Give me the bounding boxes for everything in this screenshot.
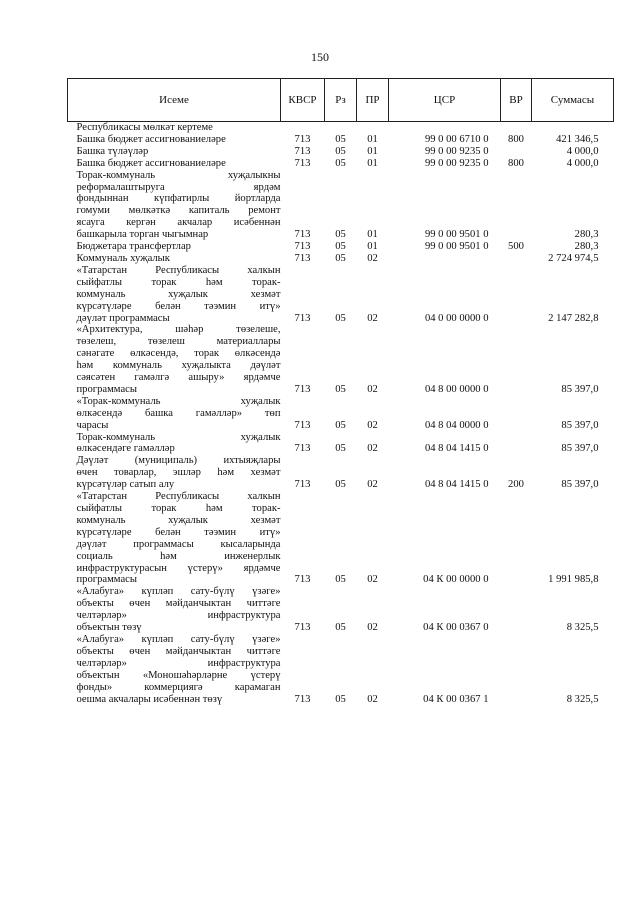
row-pr: 02	[367, 622, 378, 634]
row-csr	[389, 253, 501, 265]
table-row	[68, 253, 614, 265]
row-rz: 05	[335, 229, 346, 241]
row-name-line: Коммуналь хуҗалык	[76, 252, 170, 264]
row-vr: 800	[508, 133, 524, 145]
row-name-line: Торак-коммуналь хуҗалыкны	[76, 169, 281, 181]
row-name-line: реформалаштыруга ярдәм	[76, 181, 281, 193]
row-name-line: «Торак-коммуналь хуҗалык	[76, 395, 281, 407]
row-csr: 04 8 04 0000 0	[424, 419, 489, 431]
row-csr: 99 0 00 9501 0	[424, 229, 489, 241]
row-name	[68, 158, 281, 170]
row-name	[68, 324, 281, 395]
page-number: 150	[311, 50, 329, 64]
row-name-line: күрсәтүләре белән тәэмин итү»	[76, 526, 281, 538]
row-sum: 280,3	[574, 229, 599, 241]
row-name-line: объекты өчен мәйданчыктан читтәге	[76, 645, 281, 657]
row-name-line: Башка бюджет ассигнованиеләре	[76, 157, 226, 169]
row-name-line: челтәрләр» инфраструктура	[76, 657, 281, 669]
table-row	[68, 170, 614, 241]
row-sum	[532, 122, 614, 134]
row-sum: 85 397,0	[561, 419, 599, 431]
row-name	[68, 122, 281, 134]
table-row	[68, 122, 614, 134]
row-name-line: Республикасы мөлкәт кертеме	[76, 122, 213, 133]
row-pr: 02	[367, 443, 378, 455]
row-csr: 04 К 00 0367 0	[423, 622, 489, 634]
row-pr: 02	[367, 252, 378, 264]
header-name: Исеме	[68, 79, 281, 122]
row-name-line: төзелеш, төзелеш материаллары	[76, 336, 281, 348]
row-name	[68, 170, 281, 241]
row-name-line: Башка бюджет ассигнованиеләре	[76, 133, 226, 145]
row-vr	[501, 324, 532, 395]
row-kvsr: 713	[294, 383, 311, 395]
row-name-line: күрсәтүләре белән тәэмин итү»	[76, 300, 281, 312]
row-vr	[501, 491, 532, 586]
table-body	[68, 122, 614, 706]
row-name-line: программасы	[76, 383, 137, 395]
row-kvsr: 713	[294, 229, 311, 241]
row-rz: 05	[335, 133, 346, 145]
row-kvsr: 713	[294, 622, 311, 634]
header-rz: Рз	[325, 79, 357, 122]
row-name	[68, 146, 281, 158]
row-pr: 01	[367, 145, 378, 157]
row-rz: 05	[335, 622, 346, 634]
table-row	[68, 241, 614, 253]
row-csr: 04 8 00 0000 0	[424, 383, 489, 395]
row-name-line: өлкәсендә башка гамәлләр» төп	[76, 407, 281, 419]
table-row	[68, 432, 614, 456]
row-sum: 4 000,0	[566, 145, 599, 157]
row-name-line: Торак-коммуналь хуҗалык	[76, 431, 281, 443]
row-rz: 05	[335, 443, 346, 455]
row-pr: 01	[367, 157, 378, 169]
row-kvsr: 713	[294, 693, 311, 705]
row-name-line: һәм коммуналь хуҗалыкта дәүләт	[76, 360, 281, 372]
row-sum: 85 397,0	[561, 479, 599, 491]
row-name-line: коммуналь хуҗалык хезмәт	[76, 288, 281, 300]
row-name-line: объектын «Моношәһәрләрне үстерү	[76, 669, 281, 681]
row-csr: 99 0 00 6710 0	[424, 133, 489, 145]
row-pr: 01	[367, 229, 378, 241]
row-name	[68, 586, 281, 634]
row-kvsr: 713	[294, 252, 311, 264]
row-sum: 85 397,0	[561, 443, 599, 455]
row-kvsr: 713	[294, 157, 311, 169]
row-csr: 04 К 00 0000 0	[423, 574, 489, 586]
row-sum: 421 346,5	[556, 133, 599, 145]
row-name-line: фонды» коммерциягә карамаган	[76, 681, 281, 693]
row-name-line: сәнәгате өлкәсендә, торак өлкәсендә	[76, 348, 281, 360]
row-csr: 99 0 00 9501 0	[424, 241, 489, 253]
row-vr	[501, 432, 532, 456]
row-sum: 4 000,0	[566, 157, 599, 169]
row-rz: 05	[335, 252, 346, 264]
row-sum: 85 397,0	[561, 383, 599, 395]
row-vr	[501, 170, 532, 241]
row-sum: 8 325,5	[566, 693, 599, 705]
row-rz	[325, 122, 357, 134]
row-name	[68, 491, 281, 586]
budget-table	[67, 78, 614, 705]
row-name-line: «Архитектура, шәһәр төзелеше,	[76, 324, 281, 336]
header-vr: ВР	[501, 79, 532, 122]
row-name-line: гомуми мөлкәткә капиталь ремонт	[76, 205, 281, 217]
row-name-line: «Татарстан Республикасы халкын	[76, 264, 281, 276]
row-name-line: фондыннан күпфатирлы йортларда	[76, 193, 281, 205]
row-name-line: күрсәтүләр сатып алу	[76, 479, 175, 491]
row-name-line: Дәүләт (муниципаль) ихтыяҗлары	[76, 455, 281, 467]
row-rz: 05	[335, 419, 346, 431]
header-pr: ПР	[357, 79, 389, 122]
row-csr	[389, 122, 501, 134]
row-name-line: Башка түләүләр	[76, 145, 149, 157]
row-name	[68, 241, 281, 253]
table-header-row	[68, 79, 614, 122]
row-pr: 01	[367, 241, 378, 253]
row-kvsr: 713	[294, 574, 311, 586]
row-vr	[501, 265, 532, 325]
row-pr: 02	[367, 693, 378, 705]
row-name	[68, 455, 281, 491]
row-name	[68, 253, 281, 265]
row-name-line: оешма акчалары исәбеннән төзү	[76, 693, 223, 705]
row-pr: 02	[367, 479, 378, 491]
row-name-line: өлкәсендәге гамәлләр	[76, 443, 175, 455]
row-kvsr: 713	[294, 241, 311, 253]
row-rz: 05	[335, 479, 346, 491]
table-row	[68, 134, 614, 146]
row-name-line: ясауга кергән акчалар исәбеннән	[76, 217, 281, 229]
row-csr: 99 0 00 9235 0	[424, 157, 489, 169]
table-row	[68, 158, 614, 170]
row-csr: 04 0 00 0000 0	[424, 312, 489, 324]
row-vr	[501, 634, 532, 705]
row-pr: 02	[367, 312, 378, 324]
table-row	[68, 586, 614, 634]
row-name-line: сыйфатлы торак һәм торак-	[76, 503, 281, 514]
row-vr: 200	[508, 479, 524, 491]
row-kvsr: 713	[294, 419, 311, 431]
row-name-line: объекты өчен мәйданчыктан читтәге	[76, 598, 281, 610]
row-pr: 02	[367, 574, 378, 586]
row-sum: 280,3	[574, 241, 599, 253]
row-vr	[501, 122, 532, 134]
header-sum: Суммасы	[532, 79, 614, 122]
row-name-line: башкарыла торган чыгымнар	[76, 229, 209, 241]
row-name-line: объектын төзү	[76, 622, 142, 634]
row-kvsr: 713	[294, 133, 311, 145]
row-name-line: «Алабуга» күпләп сату-бүлү үзәге»	[76, 633, 281, 645]
row-name	[68, 265, 281, 325]
row-csr: 04 К 00 0367 1	[423, 693, 489, 705]
row-vr	[501, 253, 532, 265]
row-rz: 05	[335, 312, 346, 324]
row-vr: 500	[508, 241, 524, 253]
row-vr	[501, 146, 532, 158]
row-name-line: «Татарстан Республикасы халкын	[76, 491, 281, 503]
row-name-line: челтәрләр» инфраструктура	[76, 610, 281, 622]
row-kvsr: 713	[294, 312, 311, 324]
row-name	[68, 432, 281, 456]
row-name	[68, 634, 281, 705]
table-row	[68, 265, 614, 325]
row-name-line: коммуналь хуҗалык хезмәт	[76, 514, 281, 526]
row-kvsr: 713	[294, 443, 311, 455]
row-kvsr: 713	[294, 145, 311, 157]
table-row	[68, 146, 614, 158]
table-row	[68, 455, 614, 491]
row-name-line: «Алабуга» күпләп сату-бүлү үзәге»	[76, 586, 281, 598]
row-name-line: программасы	[76, 574, 137, 586]
row-vr	[501, 586, 532, 634]
row-rz: 05	[335, 574, 346, 586]
header-csr: ЦСР	[389, 79, 501, 122]
row-name-line: Бюджетара трансфертлар	[76, 241, 191, 253]
row-rz: 05	[335, 157, 346, 169]
row-name	[68, 396, 281, 432]
row-pr: 01	[367, 133, 378, 145]
row-pr	[357, 122, 389, 134]
header-kvsr: КВСР	[281, 79, 325, 122]
row-csr: 99 0 00 9235 0	[424, 145, 489, 157]
row-vr	[501, 396, 532, 432]
row-sum: 2 724 974,5	[548, 252, 599, 264]
row-vr: 800	[508, 157, 524, 169]
row-name	[68, 134, 281, 146]
row-name-line: инфраструктурасын үстерү» ярдәмче	[76, 562, 281, 574]
row-name-line: дәүләт программасы кысаларында	[76, 538, 281, 550]
row-sum: 1 991 985,8	[548, 574, 599, 586]
row-name-line: сыйфатлы торак һәм торак-	[76, 276, 281, 288]
row-name-line: өчен товарлар, эшләр һәм хезмәт	[76, 467, 281, 479]
row-pr: 02	[367, 419, 378, 431]
row-csr: 04 8 04 1415 0	[424, 443, 489, 455]
row-name-line: сәясәтен гамәлгә ашыру» ярдәмче	[76, 372, 281, 384]
row-name-line: дәүләт программасы	[76, 312, 170, 324]
row-pr: 02	[367, 383, 378, 395]
table-row	[68, 491, 614, 586]
row-kvsr	[281, 122, 325, 134]
row-rz: 05	[335, 383, 346, 395]
row-csr: 04 8 04 1415 0	[424, 479, 489, 491]
row-name-line: социаль һәм инженерлык	[76, 550, 281, 562]
table-row	[68, 634, 614, 705]
table-row	[68, 324, 614, 395]
row-kvsr: 713	[294, 479, 311, 491]
row-rz: 05	[335, 693, 346, 705]
row-rz: 05	[335, 145, 346, 157]
row-sum: 8 325,5	[566, 622, 599, 634]
row-rz: 05	[335, 241, 346, 253]
table-row	[68, 396, 614, 432]
row-sum: 2 147 282,8	[548, 312, 599, 324]
row-name-line: чарасы	[76, 419, 109, 431]
